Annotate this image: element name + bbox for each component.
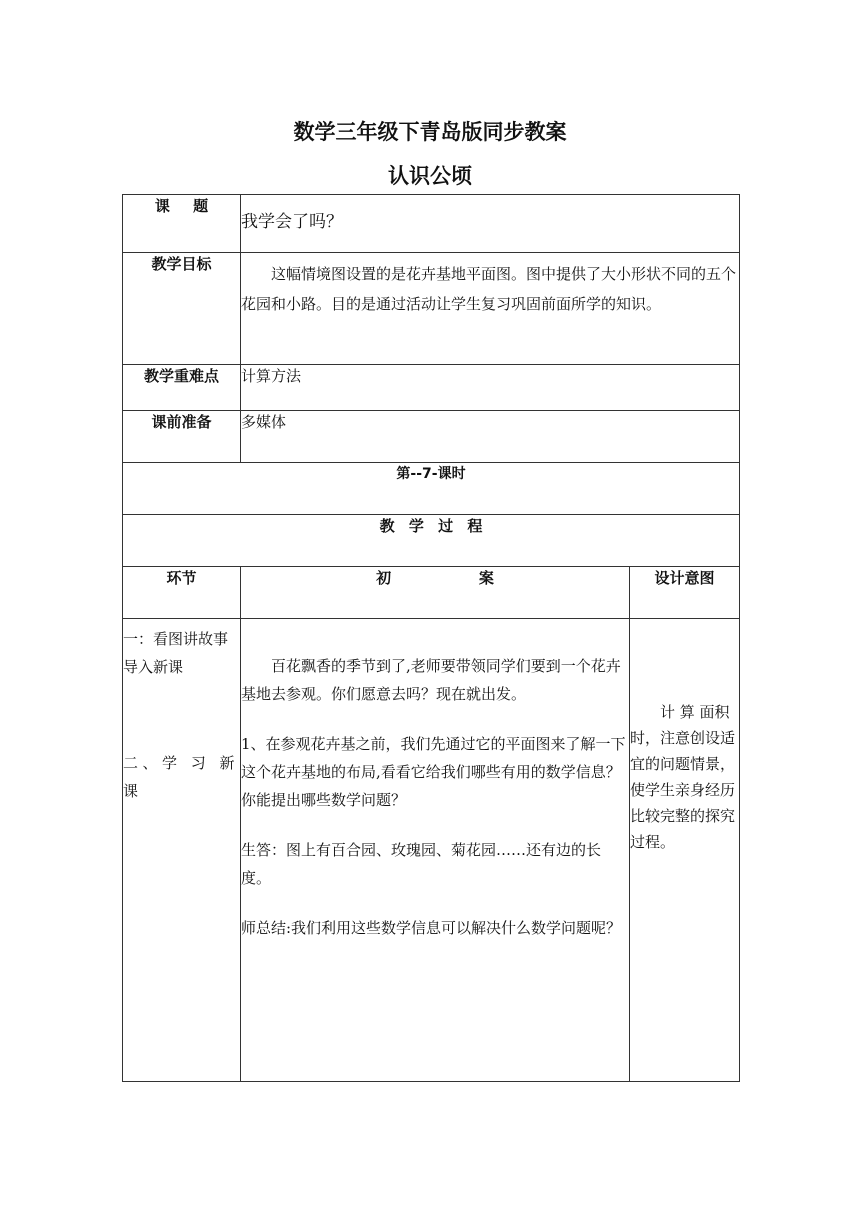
- draft-paragraph: 1、在参观花卉基之前，我们先通过它的平面图来了解一下这个花卉基地的布局,看看它给我们哪些有用的数学信息？你能提出哪些数学问题？: [241, 735, 626, 809]
- draft-cell: [241, 619, 630, 1082]
- draft-paragraph: 百花飘香的季节到了,老师要带领同学们要到一个花卉基地去参观。你们愿意去吗？现在就出发。: [241, 657, 621, 703]
- row-topic: [123, 195, 740, 253]
- row-lesson-number: [123, 463, 740, 515]
- column-intent-header: 设计意图: [630, 567, 740, 619]
- lesson-number: 第--7-课时: [123, 463, 740, 515]
- draft-paragraph: 师总结:我们利用这些数学信息可以解决什么数学问题呢？: [241, 919, 622, 937]
- preparation-label: 课前准备: [123, 411, 241, 463]
- column-draft-header: 初 案: [241, 567, 630, 619]
- goal-value: 这幅情境图设置的是花卉基地平面图。图中提供了大小形状不同的五个花园和小路。目的是通过活动让学生复习巩固前面所学的知识。: [241, 253, 740, 365]
- key-points-label: 教学重难点: [123, 365, 241, 411]
- column-stage-header: 环节: [123, 567, 241, 619]
- row-column-headers: [123, 567, 740, 619]
- topic-value: 我学会了吗？: [241, 195, 740, 253]
- row-preparation: [123, 411, 740, 463]
- key-points-value: 计算方法: [241, 365, 740, 411]
- stage-1: 一：看图讲故事 导入新课: [123, 630, 229, 676]
- preparation-value: 多媒体: [241, 411, 740, 463]
- stage-cell: [123, 619, 241, 1082]
- row-key-points: [123, 365, 740, 411]
- intent-text: 计 算 面积时，注意创设适宜的问题情景，使学生亲身经历比较完整的探究过程。: [630, 703, 736, 851]
- document-subtitle: 认识公顷: [388, 164, 472, 188]
- lesson-plan-table: [122, 194, 740, 1082]
- topic-label: 课 题: [123, 195, 241, 253]
- draft-paragraph: 生答：图上有百合园、玫瑰园、菊花园……还有边的长度。: [241, 841, 602, 887]
- document-title: 数学三年级下青岛版同步教案: [293, 120, 567, 144]
- intent-cell: [630, 619, 740, 1082]
- process-title: 教 学 过 程: [123, 515, 740, 567]
- goal-label: 教学目标: [123, 253, 241, 365]
- stage-2: 二、学 习 新课: [123, 754, 240, 800]
- row-goal: [123, 253, 740, 365]
- row-process-content: [123, 619, 740, 1082]
- row-process-title: [123, 515, 740, 567]
